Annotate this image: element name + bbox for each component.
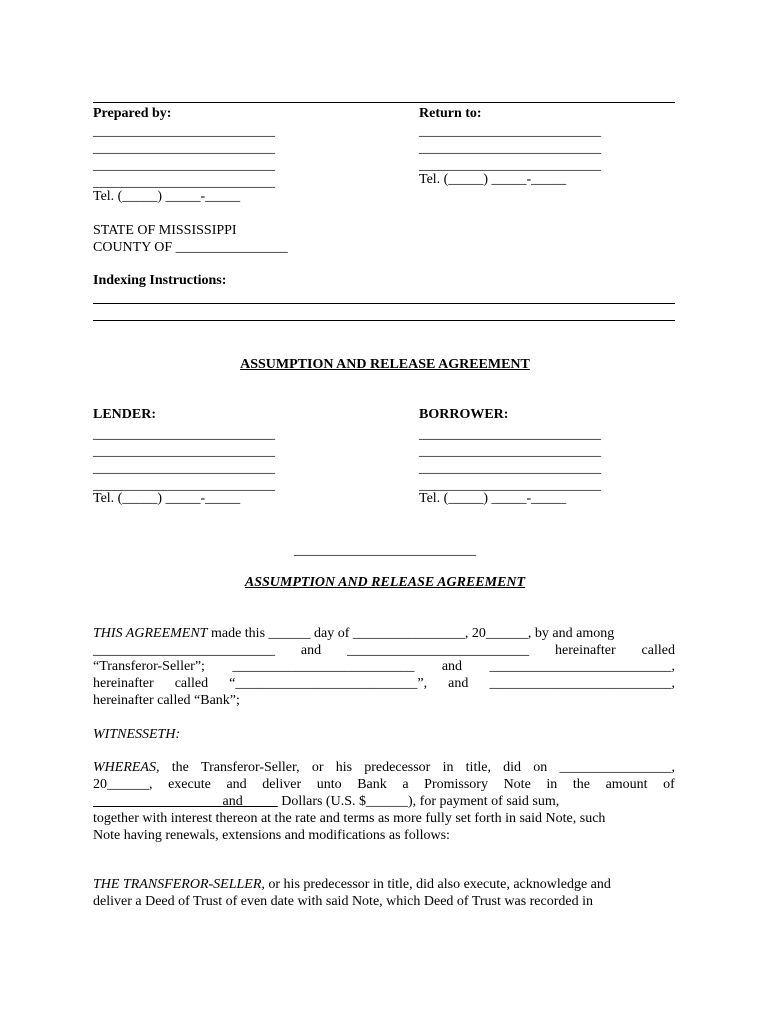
prepared-by-label: Prepared by: — [93, 106, 172, 121]
word: “Transferor-Seller”; — [93, 659, 205, 674]
blank: __________________________ — [232, 659, 415, 674]
blank: __________________________ — [347, 643, 530, 658]
borrower-line-2: __________________________ — [419, 444, 601, 459]
word: deliver — [262, 777, 302, 792]
blank: “__________________________”, — [229, 676, 428, 691]
prepared-by-line-4: __________________________ — [93, 175, 275, 190]
word: and — [226, 777, 247, 792]
whereas-line-4: together with interest thereon at the rate and terms as more fully set forth in said Note, such — [93, 811, 606, 826]
prepared-by-line-3: __________________________ — [93, 158, 275, 173]
blank: __________________________, — [489, 659, 675, 674]
separator-line: __________________________ — [294, 543, 476, 558]
agreement-line-5: hereinafter called “Bank”; — [93, 693, 240, 708]
indexing-line-2 — [93, 320, 675, 321]
transferor-seller-text: THE TRANSFEROR-SELLER, — [93, 877, 265, 892]
word: and — [441, 659, 463, 674]
transferor-line-1-rest: or his predecessor in title, did also execute, acknowledge and — [264, 877, 611, 892]
agreement-line-3 — [93, 659, 675, 675]
word: or — [311, 760, 324, 775]
lender-line-4: __________________________ — [93, 478, 275, 493]
lender-line-2: __________________________ — [93, 444, 275, 459]
prepared-by-tel: Tel. (_____) _____-_____ — [93, 189, 241, 204]
word: called — [641, 643, 675, 658]
word: Note — [503, 777, 531, 792]
whereas-line-3 — [93, 794, 675, 810]
indexing-label: Indexing Instructions: — [93, 273, 227, 288]
borrower-line-3: __________________________ — [419, 461, 601, 476]
word: in — [442, 760, 454, 775]
word: called — [174, 676, 209, 691]
word: the — [171, 760, 189, 775]
blank: __________________________ — [93, 643, 275, 658]
witnesseth-heading: WITNESSETH: — [93, 727, 181, 742]
return-to-line-2: __________________________ — [419, 141, 601, 156]
word: in — [546, 777, 558, 792]
agreement-line-1-rest: made this ______ day of ________________, 20______, by and among — [207, 626, 615, 641]
word: Bank — [357, 777, 387, 792]
word: hereinafter — [554, 643, 616, 658]
word: did — [503, 760, 522, 775]
word: of — [663, 777, 675, 792]
lender-line-3: __________________________ — [93, 461, 275, 476]
blank: ________________, — [559, 760, 675, 775]
county-line: COUNTY OF ________________ — [93, 240, 288, 255]
word: on — [533, 760, 548, 775]
agreement-line-4 — [93, 676, 675, 692]
transferor-line-1 — [93, 877, 611, 893]
borrower-tel: Tel. (_____) _____-_____ — [419, 491, 567, 506]
blank: __________________________, — [489, 676, 675, 691]
indexing-line-1 — [93, 303, 675, 304]
word: and — [300, 643, 322, 658]
whereas-line-1 — [93, 760, 675, 776]
agreement-title: ASSUMPTION AND RELEASE AGREEMENT — [244, 575, 526, 590]
word: title, — [465, 760, 491, 775]
whereas-line-5: Note having renewals, extensions and modifications as follows: — [93, 828, 450, 843]
return-to-line-3: __________________________ — [419, 158, 601, 173]
state-line: STATE OF MISSISSIPPI — [93, 223, 237, 238]
word: Promissory — [424, 777, 488, 792]
top-rule — [93, 102, 675, 103]
document-title: ASSUMPTION AND RELEASE AGREEMENT — [240, 357, 530, 372]
word: execute — [168, 777, 211, 792]
return-to-line-1: __________________________ — [419, 124, 601, 139]
word: predecessor — [364, 760, 431, 775]
whereas-line-2 — [93, 777, 675, 793]
agreement-line-1 — [93, 626, 675, 642]
word: hereinafter — [93, 676, 154, 691]
word: unto — [316, 777, 342, 792]
whereas-text: WHEREAS, — [93, 760, 160, 775]
agreement-line-2 — [93, 643, 675, 659]
and-text: and — [222, 794, 243, 809]
borrower-label: BORROWER: — [419, 407, 509, 422]
word: a — [402, 777, 409, 792]
cents-blank — [243, 794, 278, 809]
lender-label: LENDER: — [93, 407, 157, 422]
word: 20______, — [93, 777, 153, 792]
this-agreement-text: THIS AGREEMENT — [93, 626, 208, 641]
transferor-line-2: deliver a Deed of Trust of even date with said Note, which Deed of Trust was recorded in — [93, 894, 594, 909]
prepared-by-line-1: __________________________ — [93, 124, 275, 139]
return-to-label: Return to: — [419, 106, 482, 121]
word: Transferor-Seller, — [201, 760, 300, 775]
word: amount — [605, 777, 648, 792]
lender-line-1: __________________________ — [93, 427, 275, 442]
word: his — [335, 760, 353, 775]
prepared-by-line-2: __________________________ — [93, 141, 275, 156]
lender-tel: Tel. (_____) _____-_____ — [93, 491, 241, 506]
borrower-line-1: __________________________ — [419, 427, 601, 442]
amount-blank — [93, 794, 223, 809]
return-to-tel: Tel. (_____) _____-_____ — [419, 172, 567, 187]
borrower-line-4: __________________________ — [419, 478, 601, 493]
dollars-text: Dollars (U.S. $______), for payment of said sum, — [277, 794, 560, 809]
word: the — [572, 777, 590, 792]
word: and — [448, 676, 469, 691]
